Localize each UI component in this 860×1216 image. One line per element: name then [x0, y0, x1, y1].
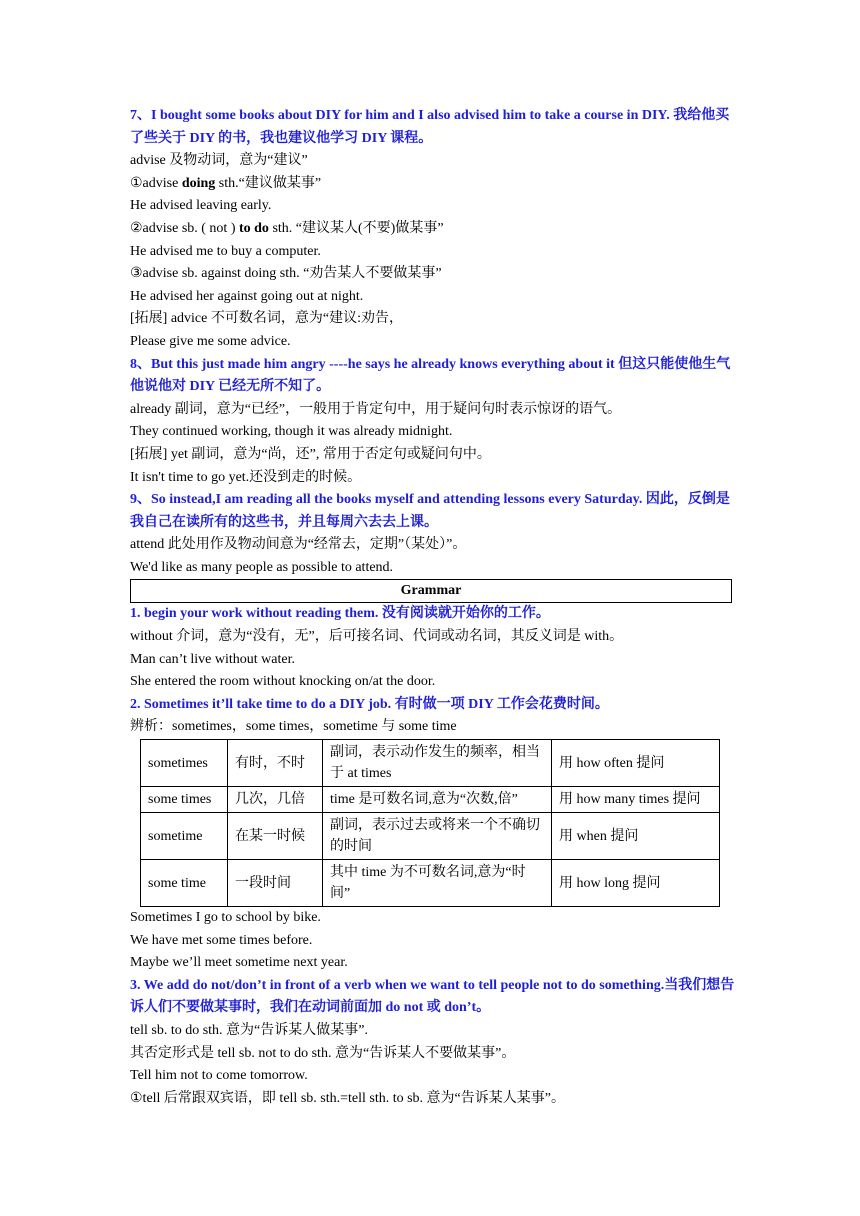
table-cell: 用 when 提问 [552, 813, 720, 860]
text-line: advise 及物动词，意为“建议” [130, 153, 308, 169]
table-cell: 一段时间 [228, 860, 323, 907]
grammar-title: Grammar [130, 579, 732, 603]
text-line: 其否定形式是 tell sb. not to do sth. 意为“告诉某人不要做某事”。 [130, 1045, 516, 1061]
example-sentence: He advised leaving early. [130, 198, 272, 214]
table-row [141, 787, 720, 813]
table-cell: 用 how many times 提问 [552, 787, 720, 813]
table-cell: some times [141, 787, 228, 813]
comparison-table [140, 739, 720, 907]
text-line: ③advise sb. against doing sth. “劝告某人不要做某事” [130, 266, 442, 282]
text-line: tell sb. to do sth. 意为“告诉某人做某事”. [130, 1023, 368, 1038]
example-sentence: She entered the room without knocking on/at the door. [130, 674, 436, 690]
section-8-heading: 8、But this just made him angry ----he says he already knows everything about it 但这只能使他生气 他说他对 DIY 已经无所不知了。 [130, 356, 731, 395]
example-sentence: We'd like as many people as possible to attend. [130, 559, 394, 575]
grammar-3-heading: 3. We add do not/don’t in front of a verb when we want to tell people not to do something.当我们想告诉人们不要做某事时，我们在动词前面加 do not 或 don’t。 [130, 977, 735, 1016]
table-cell: 几次，几倍 [228, 787, 323, 813]
table-cell: 副词，表示过去或将来一个不确切的时间 [323, 813, 552, 860]
table-cell: 在某一时候 [228, 813, 323, 860]
document-body [130, 105, 735, 1110]
example-sentence: He advised her against going out at night. [130, 288, 364, 304]
table-cell: time 是可数名词,意为“次数,倍” [323, 787, 552, 813]
text-line: ②advise sb. ( not ) to do sth. “建议某人(不要)做某事” [130, 220, 444, 236]
table-cell: 副词，表示动作发生的频率，相当于 at times [323, 740, 552, 787]
example-sentence: Please give me some advice. [130, 333, 291, 349]
table-cell: 用 how often 提问 [552, 740, 720, 787]
table-row [141, 740, 720, 787]
grammar-1-heading: 1. begin your work without reading them. 没有阅读就开始你的工作。 [130, 606, 550, 622]
text-line: ①tell 后常跟双宾语，即 tell sb. sth.=tell sth. to sb. 意为“告诉某人某事”。 [130, 1090, 565, 1106]
text-line: ①advise doing sth.“建议做某事” [130, 175, 322, 191]
text-line: attend 此处用作及物动间意为“经常去，定期”（某处）”。 [130, 537, 467, 553]
section-9-heading: 9、So instead,I am reading all the books myself and attending lessons every Saturday. 因此，反倒是我自己在读所有的这些书，并且每周六去去上课。 [130, 492, 730, 530]
example-sentence: We have met some times before. [130, 932, 313, 948]
table-cell: sometimes [141, 740, 228, 787]
text-line: already 副词，意为“已经”，一般用于肯定句中，用于疑问句时表示惊讶的语气。 [130, 401, 622, 417]
example-sentence: It isn't time to go yet.还没到走的时候。 [130, 469, 362, 485]
example-sentence: Maybe we’ll meet sometime next year. [130, 955, 348, 971]
grammar-2-heading: 2. Sometimes it’ll take time to do a DIY job. 有时做一项 DIY 工作会花费时间。 [130, 696, 609, 712]
table-row [141, 813, 720, 860]
example-sentence: Tell him not to come tomorrow. [130, 1068, 308, 1084]
text-line: [拓展] advice 不可数名词，意为“建议:劝告， [130, 311, 403, 327]
text-line: 辨析：sometimes，some times，sometime 与 some time [130, 719, 457, 735]
example-sentence: He advised me to buy a computer. [130, 243, 321, 259]
text-line: without 介词，意为“没有，无”，后可接名词、代词或动名词，其反义词是 with。 [130, 629, 624, 645]
table-cell: some time [141, 860, 228, 907]
example-sentence: Sometimes I go to school by bike. [130, 910, 321, 926]
table-row [141, 860, 720, 907]
section-7-heading: 7、I bought some books about DIY for him and I also advised him to take a course in DIY. 我给他买了些关于 DIY 的书，我也建议他学习 DIY 课程。 [130, 108, 730, 146]
text-line: [拓展] yet 副词，意为“尚，还”, 常用于否定句或疑问句中。 [130, 446, 491, 462]
example-sentence: They continued working, though it was already midnight. [130, 424, 453, 440]
table-cell: sometime [141, 813, 228, 860]
table-cell: 有时，不时 [228, 740, 323, 787]
table-cell: 用 how long 提问 [552, 860, 720, 907]
example-sentence: Man can’t live without water. [130, 651, 295, 667]
table-cell: 其中 time 为不可数名词,意为“时间” [323, 860, 552, 907]
